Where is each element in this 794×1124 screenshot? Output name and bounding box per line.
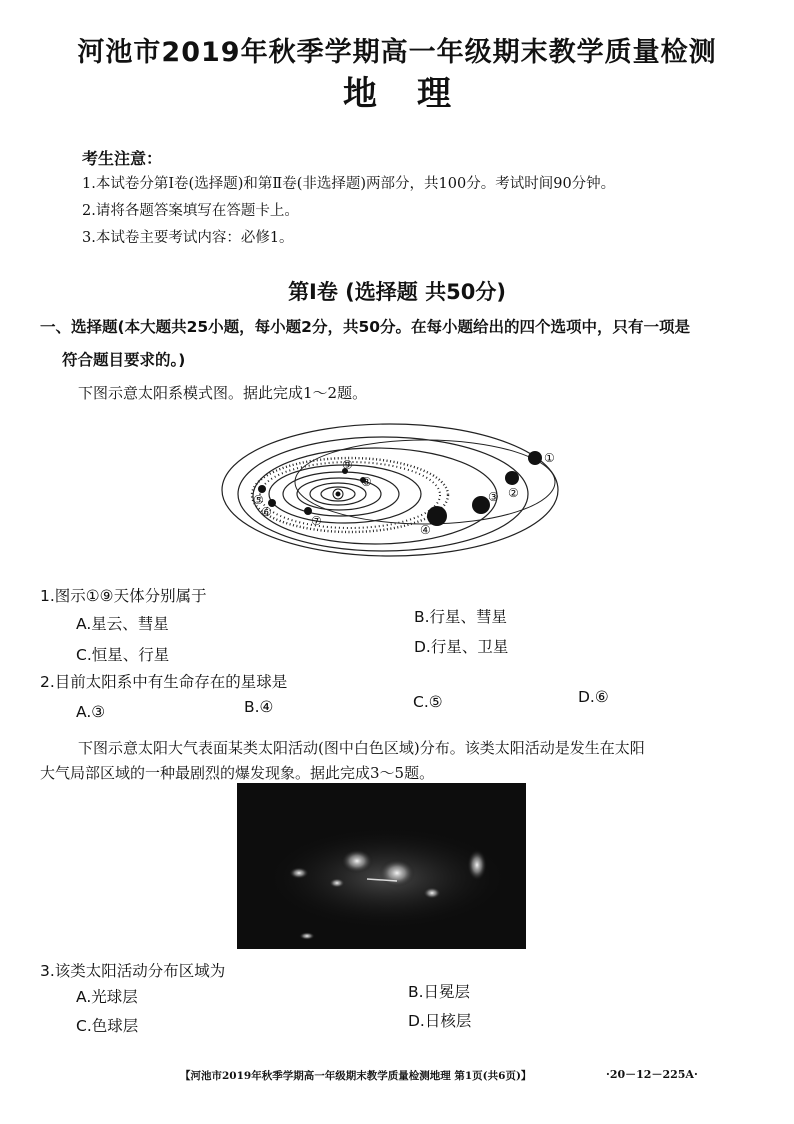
question-3-stem: 3.该类太阳活动分布区域为 xyxy=(40,962,226,980)
bright-region xyxy=(289,867,309,879)
label-1: ① xyxy=(544,451,555,465)
q2-option-b: B.④ xyxy=(244,698,274,716)
q1-option-d: D.行星、卫星 xyxy=(414,638,509,656)
exam-title: 河池市2019年秋季学期高一年级期末教学质量检测 xyxy=(77,37,717,68)
q1-option-c: C.恒星、行星 xyxy=(76,646,170,664)
q3-option-c: C.色球层 xyxy=(76,1017,139,1035)
figure2-intro-line2: 大气局部区域的一种最剧烈的爆发现象。据此完成3～5题。 xyxy=(40,764,435,782)
label-6: ⑥ xyxy=(261,505,272,519)
q3-option-d: D.日核层 xyxy=(408,1012,472,1030)
planets xyxy=(258,451,542,526)
label-7: ⑦ xyxy=(311,514,322,528)
q2-option-c: C.⑤ xyxy=(413,693,443,711)
orbit xyxy=(238,437,528,551)
figure1-intro: 下图示意太阳系模式图。据此完成1～2题。 xyxy=(78,384,368,402)
figure2-intro-line1: 下图示意太阳大气表面某类太阳活动(图中白色区域)分布。该类太阳活动是发生在太阳 xyxy=(78,739,645,757)
bright-region xyxy=(299,932,315,940)
bright-region xyxy=(329,878,345,888)
bright-region xyxy=(467,849,487,881)
q2-option-a: A.③ xyxy=(76,703,106,721)
orbit xyxy=(253,448,497,544)
label-5: ⑤ xyxy=(253,493,264,507)
label-8: ⑧ xyxy=(361,475,372,489)
bright-region xyxy=(341,849,373,873)
q3-option-a: A.光球层 xyxy=(76,988,138,1006)
label-2: ② xyxy=(508,486,519,500)
label-3: ③ xyxy=(488,490,499,504)
notice-heading: 考生注意： xyxy=(82,149,163,168)
sun xyxy=(333,489,343,499)
q1-option-a: A.星云、彗星 xyxy=(76,615,169,633)
planet-2 xyxy=(505,471,519,485)
section-title: 第Ⅰ卷 (选择题 共50分) xyxy=(288,280,506,304)
q3-option-b: B.日冕层 xyxy=(408,983,471,1001)
bright-region xyxy=(423,887,441,899)
subject-title: 地理 xyxy=(343,74,491,114)
notice-item-3: 3.本试卷主要考试内容：必修1。 xyxy=(82,230,294,246)
question-1-stem: 1.图示①⑨天体分别属于 xyxy=(40,587,207,605)
planet-1 xyxy=(528,451,542,465)
q1-option-b: B.行星、彗星 xyxy=(414,608,508,626)
section-instruction-line2: 符合题目要求的。) xyxy=(62,351,186,369)
planet-5 xyxy=(258,485,266,493)
solar-flare-image xyxy=(237,783,526,949)
section-instruction-line1: 一、选择题(本大题共25小题，每小题2分，共50分。在每小题给出的四个选项中，只有一项是 xyxy=(40,318,691,336)
bright-region xyxy=(379,859,415,887)
notice-item-1: 1.本试卷分第Ⅰ卷(选择题)和第Ⅱ卷(非选择题)两部分，共100分。考试时间90分钟。 xyxy=(82,176,616,192)
paper-code: ·20－12－225A· xyxy=(606,1068,698,1081)
solar-system-diagram xyxy=(215,412,560,564)
question-2-stem: 2.目前太阳系中有生命存在的星球是 xyxy=(40,673,288,691)
label-4: ④ xyxy=(420,523,431,537)
page-footer: 【河池市2019年秋季学期高一年级期末教学质量检测地理 第1页(共6页)】 xyxy=(180,1070,532,1082)
q2-option-d: D.⑥ xyxy=(578,688,609,706)
notice-item-2: 2.请将各题答案填写在答题卡上。 xyxy=(82,203,299,219)
solar-flare-graphic xyxy=(237,783,526,949)
label-9: ⑨ xyxy=(342,458,353,472)
